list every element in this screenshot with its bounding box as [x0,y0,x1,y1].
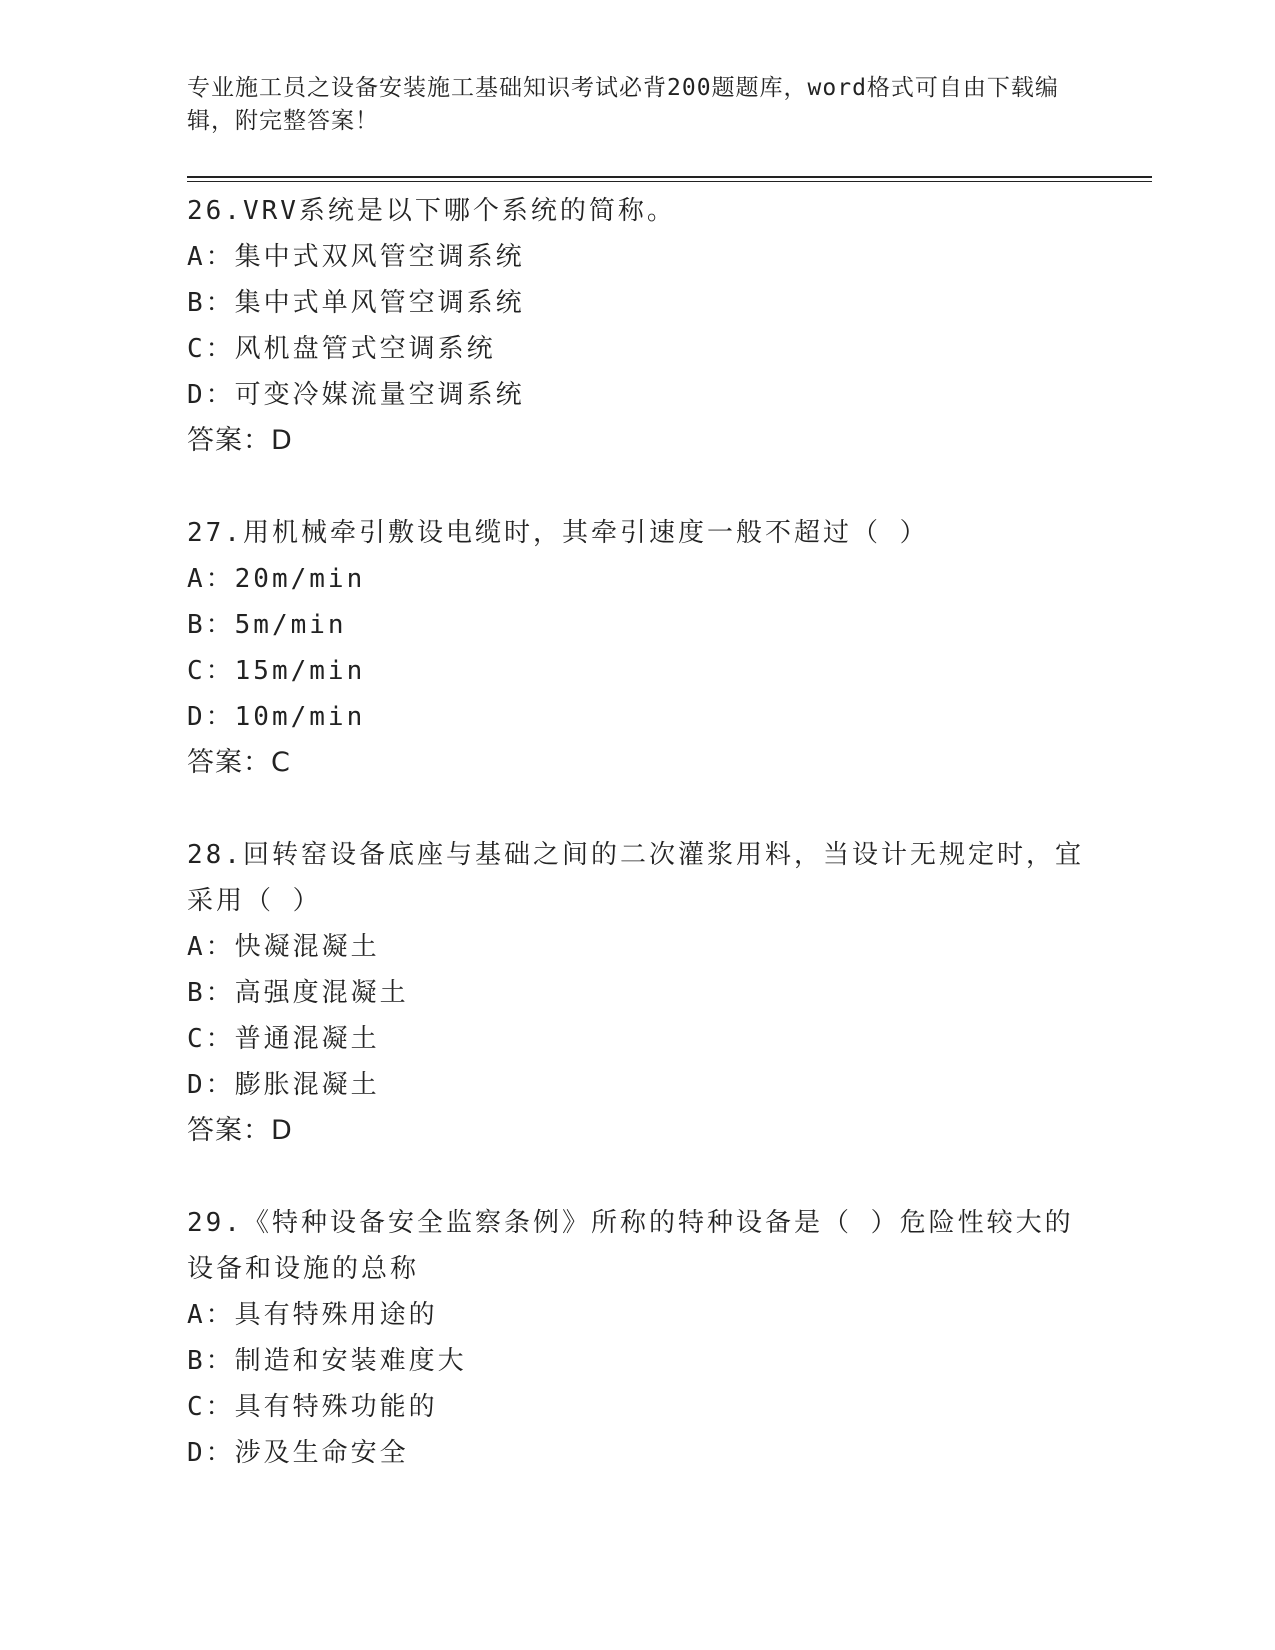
option-a: A：集中式双风管空调系统 [187,242,525,272]
option-c: C：风机盘管式空调系统 [187,334,496,364]
question-title: 27.用机械牵引敷设电缆时，其牵引速度一般不超过（ ） [187,518,929,548]
option-d: D：可变冷媒流量空调系统 [187,380,525,410]
document-header: 专业施工员之设备安装施工基础知识考试必背200题题库，word格式可自由下载编辑，附完整答案！ [187,75,1059,134]
question-title: 29.《特种设备安全监察条例》所称的特种设备是（ ）危险性较大的设备和设施的总称 [187,1208,1074,1284]
option-d: D：涉及生命安全 [187,1438,409,1468]
question-list [187,188,1087,1522]
header-divider-thick [187,176,1152,178]
question-title: 28.回转窑设备底座与基础之间的二次灌浆用料，当设计无规定时，宜采用（ ） [187,840,1084,916]
question-27 [187,510,1087,786]
question-title: 26.VRV系统是以下哪个系统的简称。 [187,196,676,226]
option-b: B：5m/min [187,610,347,640]
option-a: A：快凝混凝土 [187,932,380,962]
option-c: C：普通混凝土 [187,1024,380,1054]
header-divider-thin [187,181,1152,182]
answer: 答案：D [187,1115,293,1146]
option-b: B：集中式单风管空调系统 [187,288,525,318]
question-26 [187,188,1087,464]
option-a: A：具有特殊用途的 [187,1300,438,1330]
option-c: C：具有特殊功能的 [187,1392,438,1422]
option-b: B：高强度混凝土 [187,978,409,1008]
option-a: A：20m/min [187,564,366,594]
question-29 [187,1200,1087,1476]
option-d: D：膨胀混凝土 [187,1070,380,1100]
option-c: C：15m/min [187,656,366,686]
option-d: D：10m/min [187,702,366,732]
answer: 答案：D [187,425,293,456]
option-b: B：制造和安装难度大 [187,1346,467,1376]
answer: 答案：C [187,747,291,778]
question-28 [187,832,1087,1154]
